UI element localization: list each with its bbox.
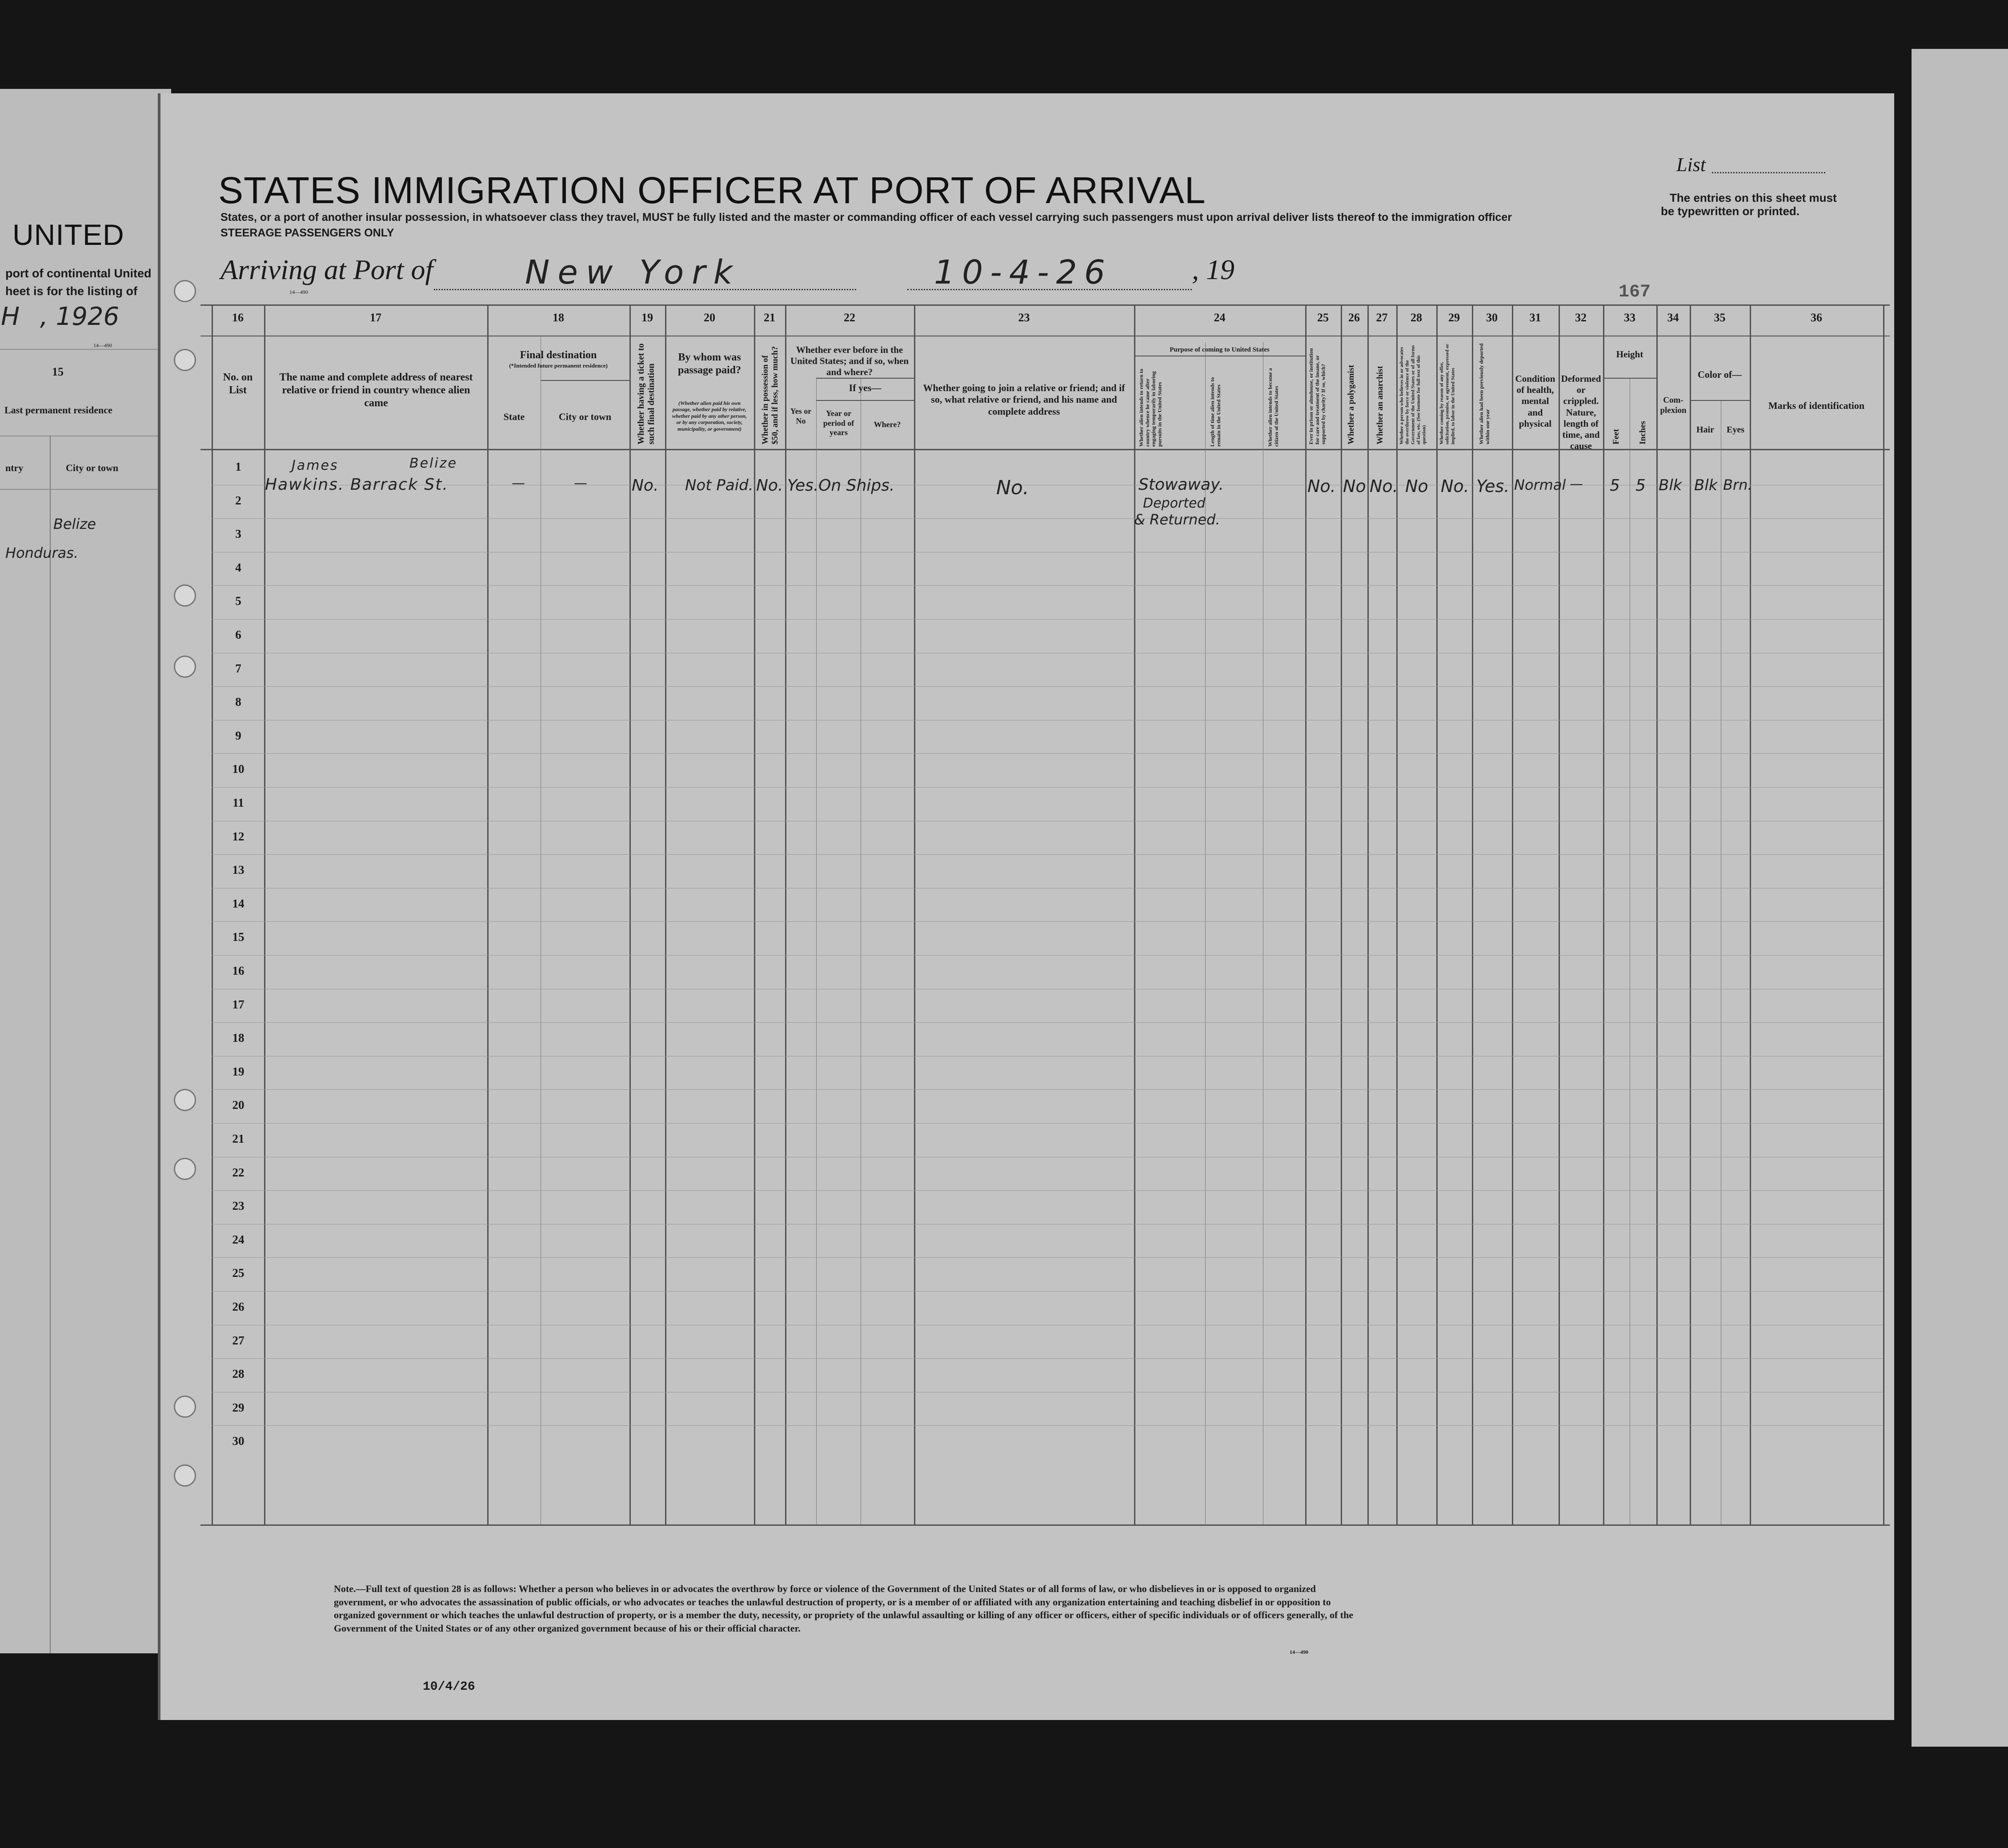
row-number: 13 — [232, 863, 244, 877]
row-number: 6 — [235, 628, 241, 641]
entry-city: — — [574, 476, 587, 491]
col-num-31: 31 — [1529, 311, 1541, 324]
year-label: , 19 — [1192, 254, 1234, 285]
row-divider — [212, 787, 1883, 788]
binder-hole — [174, 280, 196, 302]
left-sub-country: ntry — [5, 462, 24, 473]
row-number: 7 — [235, 661, 241, 675]
row-divider — [212, 921, 1883, 922]
row-number: 15 — [232, 930, 244, 944]
col-head-22-yesno: Yes or No — [790, 407, 812, 425]
sheet-title: STATES IMMIGRATION OFFICER AT PORT OF ARRIVAL — [218, 169, 1206, 211]
left-col-head: Last permanent residence — [4, 404, 112, 416]
col-num-33: 33 — [1624, 311, 1635, 324]
col-head-31: Condition of health, mental and physical — [1515, 373, 1555, 429]
col-head-21: Whether in possession of $50, and if less, how much? — [761, 346, 780, 444]
typewritten-note-top: The entries on this sheet must — [1670, 191, 1837, 204]
binder-hole — [174, 1158, 196, 1180]
entry-c30: Yes. — [1476, 476, 1510, 496]
col-num-23: 23 — [1018, 311, 1030, 324]
entry-c32: — — [1570, 476, 1583, 492]
row-divider — [212, 854, 1883, 855]
binder-hole — [174, 1089, 196, 1111]
entry-state: — — [512, 476, 525, 491]
col-head-33-inches: Inches — [1638, 421, 1647, 444]
footer-form-no: 14—490 — [1290, 1649, 1308, 1655]
row-number: 26 — [232, 1300, 244, 1313]
col-head-27: Whether an anarchist — [1375, 366, 1385, 444]
col-head-17: The name and complete address of nearest relative or friend in country whence alien came — [279, 372, 473, 409]
col-head-23: Whether going to join a relative or friend; and if so, what relative or friend, and his name and complete address — [923, 382, 1125, 417]
row-number: 8 — [235, 695, 241, 709]
col-num-35: 35 — [1714, 311, 1726, 324]
row-divider — [212, 1089, 1883, 1090]
col-num-36: 36 — [1811, 311, 1822, 324]
col-head-32: Deformed or crippled. Nature, length of time, and cause — [1561, 373, 1601, 452]
row-number: 5 — [235, 594, 241, 608]
col-head-33: Height — [1616, 349, 1643, 360]
col-head-25: Ever in prison or almshouse, or institution for care and treatment of the insane, or supported by charity? If so, which? — [1308, 348, 1327, 444]
col-head-18-city: City or town — [558, 411, 612, 422]
row-divider — [212, 1190, 1883, 1191]
row-number: 9 — [235, 728, 241, 742]
arriving-label: Arriving at Port of — [220, 254, 433, 285]
entry-join: No. — [996, 476, 1029, 499]
row-number: 25 — [232, 1266, 244, 1280]
row-number: 17 — [232, 997, 244, 1011]
entry-purpose-2: Deported — [1143, 496, 1206, 511]
header-instructions: States, or a port of another insular possession, in whatsoever class they travel, MUST be fully listed and the master or commanding officer of each vessel carrying such passengers must upon arrival deliver lists thereof to the immigration officer — [220, 211, 1512, 224]
entry-feet: 5 — [1610, 476, 1620, 495]
binder-hole — [174, 656, 196, 678]
col-head-22-ifyes: If yes— — [849, 382, 882, 393]
left-page-title: UNITED — [12, 218, 124, 251]
row-number: 27 — [232, 1333, 244, 1347]
col-head-30: Whether alien had been previously deported within one year — [1478, 343, 1491, 444]
binder-hole — [174, 349, 196, 371]
col-head-28: Whether a person who believes in or advocates the overthrow by force or violence of the Government of the United States or of all forms of law, etc. (See footnote for full text of this question) — [1399, 345, 1427, 444]
col-num-20: 20 — [704, 311, 715, 324]
entry-purpose-1: Stowaway. — [1138, 476, 1224, 494]
entry-inches: 5 — [1635, 476, 1646, 495]
row-number: 12 — [232, 829, 244, 843]
entry-ticket: No. — [632, 476, 659, 495]
left-page-date-prefix: H — [1, 302, 20, 331]
col-num-27: 27 — [1376, 311, 1388, 324]
row-number: 28 — [232, 1367, 244, 1381]
col-sub-18: (*Intended future permanent residence) — [509, 362, 608, 369]
col-head-22-year: Year or period of years — [823, 409, 854, 437]
row-divider — [212, 1257, 1883, 1258]
header-form-no: 14—490 — [289, 289, 308, 295]
page-number: 167 — [1619, 282, 1651, 302]
col-num-17: 17 — [370, 311, 381, 324]
col-head-18-state: State — [503, 411, 525, 422]
left-page-date: , 1926 — [40, 302, 120, 331]
row-number: 3 — [235, 527, 241, 541]
left-sub-city: City or town — [66, 462, 119, 473]
col-head-35-hair: Hair — [1696, 425, 1714, 435]
entry-c25: No. — [1307, 476, 1336, 496]
row-number: 14 — [232, 896, 244, 910]
col-num-19: 19 — [641, 311, 653, 324]
left-adjacent-page — [0, 89, 171, 1653]
col-head-20: By whom was passage paid? — [677, 352, 741, 376]
list-label: List — [1676, 154, 1706, 176]
entry-c26: No — [1343, 476, 1366, 496]
col-head-33-feet: Feet — [1611, 429, 1621, 444]
col-head-24a: Whether alien intends to return to country whence he came after engaging temporarily in laboring pursuits in the United States — [1138, 368, 1163, 447]
row-number: 1 — [235, 460, 241, 473]
col-head-24b: Length of time alien intends to remain in the United States — [1209, 377, 1222, 447]
entry-money: No. — [756, 476, 783, 495]
entry-name-line2: Hawkins. Barrack St. — [265, 476, 449, 494]
col-num-34: 34 — [1667, 311, 1679, 324]
entry-c27: No. — [1370, 476, 1398, 496]
steerage-label: STEERAGE PASSENGERS ONLY — [220, 227, 394, 239]
binder-hole — [174, 1396, 196, 1418]
col-num-22: 22 — [844, 311, 855, 324]
col-head-35: Color of— — [1697, 369, 1742, 380]
entry-passage: Not Paid. — [685, 476, 754, 494]
row-number: 2 — [235, 493, 241, 507]
col-head-18: Final destination — [520, 349, 597, 361]
manifest-sheet — [158, 93, 1894, 1720]
row-divider — [212, 1425, 1883, 1426]
col-sub-20: (Whether alien paid his own passage, whether paid by relative, whether paid by any other person, or by any corporation, society, municipality, or government) — [672, 400, 747, 432]
row-number: 29 — [232, 1400, 244, 1414]
col-num-32: 32 — [1575, 311, 1587, 324]
row-divider — [212, 1123, 1883, 1124]
col-num-28: 28 — [1411, 311, 1422, 324]
col-num-24: 24 — [1214, 311, 1226, 324]
row-number: 20 — [232, 1098, 244, 1112]
col-num-21: 21 — [764, 311, 775, 324]
left-entry-city: Belize — [53, 516, 96, 532]
entry-hair: Blk — [1694, 476, 1718, 494]
row-divider — [212, 585, 1883, 586]
col-num-25: 25 — [1317, 311, 1329, 324]
row-number: 23 — [232, 1199, 244, 1213]
col-num-16: 16 — [232, 311, 244, 324]
row-divider — [212, 1022, 1883, 1023]
row-number: 21 — [232, 1132, 244, 1145]
col-head-22-where: Where? — [874, 420, 901, 429]
entry-c31: Normal — [1514, 476, 1566, 493]
entry-complexion: Blk — [1659, 476, 1682, 494]
right-adjacent-page — [1912, 49, 2008, 1747]
col-head-24c: Whether alien intends to become a citizen of the United States — [1267, 368, 1279, 447]
left-page-form-no: 14—490 — [93, 342, 112, 348]
col-head-35-eyes: Eyes — [1727, 425, 1744, 435]
port-of-arrival: New York — [525, 253, 741, 292]
row-divider — [212, 1291, 1883, 1292]
row-number: 24 — [232, 1232, 244, 1246]
entry-name-line1: James — [292, 458, 339, 473]
row-divider — [212, 619, 1883, 620]
col-head-29: Whether coming by reason of any offer, solicitation, promise, or agreement, expressed or implied, to labor in the United States — [1439, 344, 1456, 444]
entry-eyes: Brn. — [1723, 476, 1752, 493]
row-divider — [212, 686, 1883, 687]
row-number: 19 — [232, 1064, 244, 1078]
left-page-line2: heet is for the listing of — [5, 284, 138, 298]
row-divider — [212, 753, 1883, 754]
row-number: 11 — [232, 796, 244, 809]
arrival-date: 10-4-26 — [934, 253, 1112, 292]
row-number: 30 — [232, 1434, 244, 1448]
binder-hole — [174, 1464, 196, 1487]
col-head-24: Purpose of coming to United States — [1170, 346, 1270, 353]
entry-purpose-3: & Returned. — [1134, 511, 1220, 528]
entry-name-city: Belize — [409, 456, 457, 471]
col-num-29: 29 — [1448, 311, 1460, 324]
col-head-19: Whether having a ticket to such final destination — [636, 343, 656, 444]
stamp-date: 10/4/26 — [423, 1680, 475, 1694]
row-divider — [212, 1358, 1883, 1359]
col-head-22: Whether ever before in the United States; and if so, when and where? — [790, 344, 909, 378]
binder-hole — [174, 584, 196, 607]
footnote: Note.—Full text of question 28 is as follows: Whether a person who believes in or advocates the overthrow by force or violence of the Government of the United States or of all forms of law, or who disbelieves in or is opposed to organized government, or who advocates the assassination of public officials, or who advocates or teaches the unlawful destruction of property, or is a member of or affiliated with any organization entertaining and teaching disbelief in or opposition to organized government or which teaches the unlawful destruction of property, or is a member the duty, necessity, or propriety of the unlawful assaulting or killing of any officer or officers, either of specific individuals or of officers generally, of the Government of the United States or of any other organized government because of his or their official character. — [334, 1583, 1354, 1634]
entry-where: On Ships. — [818, 476, 895, 495]
col-num-18: 18 — [553, 311, 564, 324]
left-page-line1: port of continental United — [5, 267, 152, 280]
row-number: 4 — [235, 560, 241, 574]
entry-before: Yes. — [787, 476, 819, 495]
col-head-36: Marks of identification — [1768, 400, 1865, 411]
col-head-34: Com-plexion — [1660, 396, 1687, 415]
row-number: 16 — [232, 964, 244, 977]
col-head-16: No. on List — [223, 372, 253, 396]
col-num-26: 26 — [1348, 311, 1360, 324]
entry-c28: No — [1405, 476, 1428, 496]
entry-c29: No. — [1441, 476, 1469, 496]
row-divider — [212, 955, 1883, 956]
left-col-num: 15 — [52, 365, 64, 378]
left-entry-country: Honduras. — [5, 544, 79, 561]
col-head-26: Whether a polygamist — [1347, 364, 1356, 444]
row-divider — [212, 518, 1883, 519]
typewritten-note-bottom: be typewritten or printed. — [1661, 204, 1800, 218]
row-number: 22 — [232, 1165, 244, 1179]
col-num-30: 30 — [1486, 311, 1498, 324]
row-number: 10 — [232, 762, 244, 776]
list-number-line — [1712, 171, 1825, 173]
row-number: 18 — [232, 1031, 244, 1045]
